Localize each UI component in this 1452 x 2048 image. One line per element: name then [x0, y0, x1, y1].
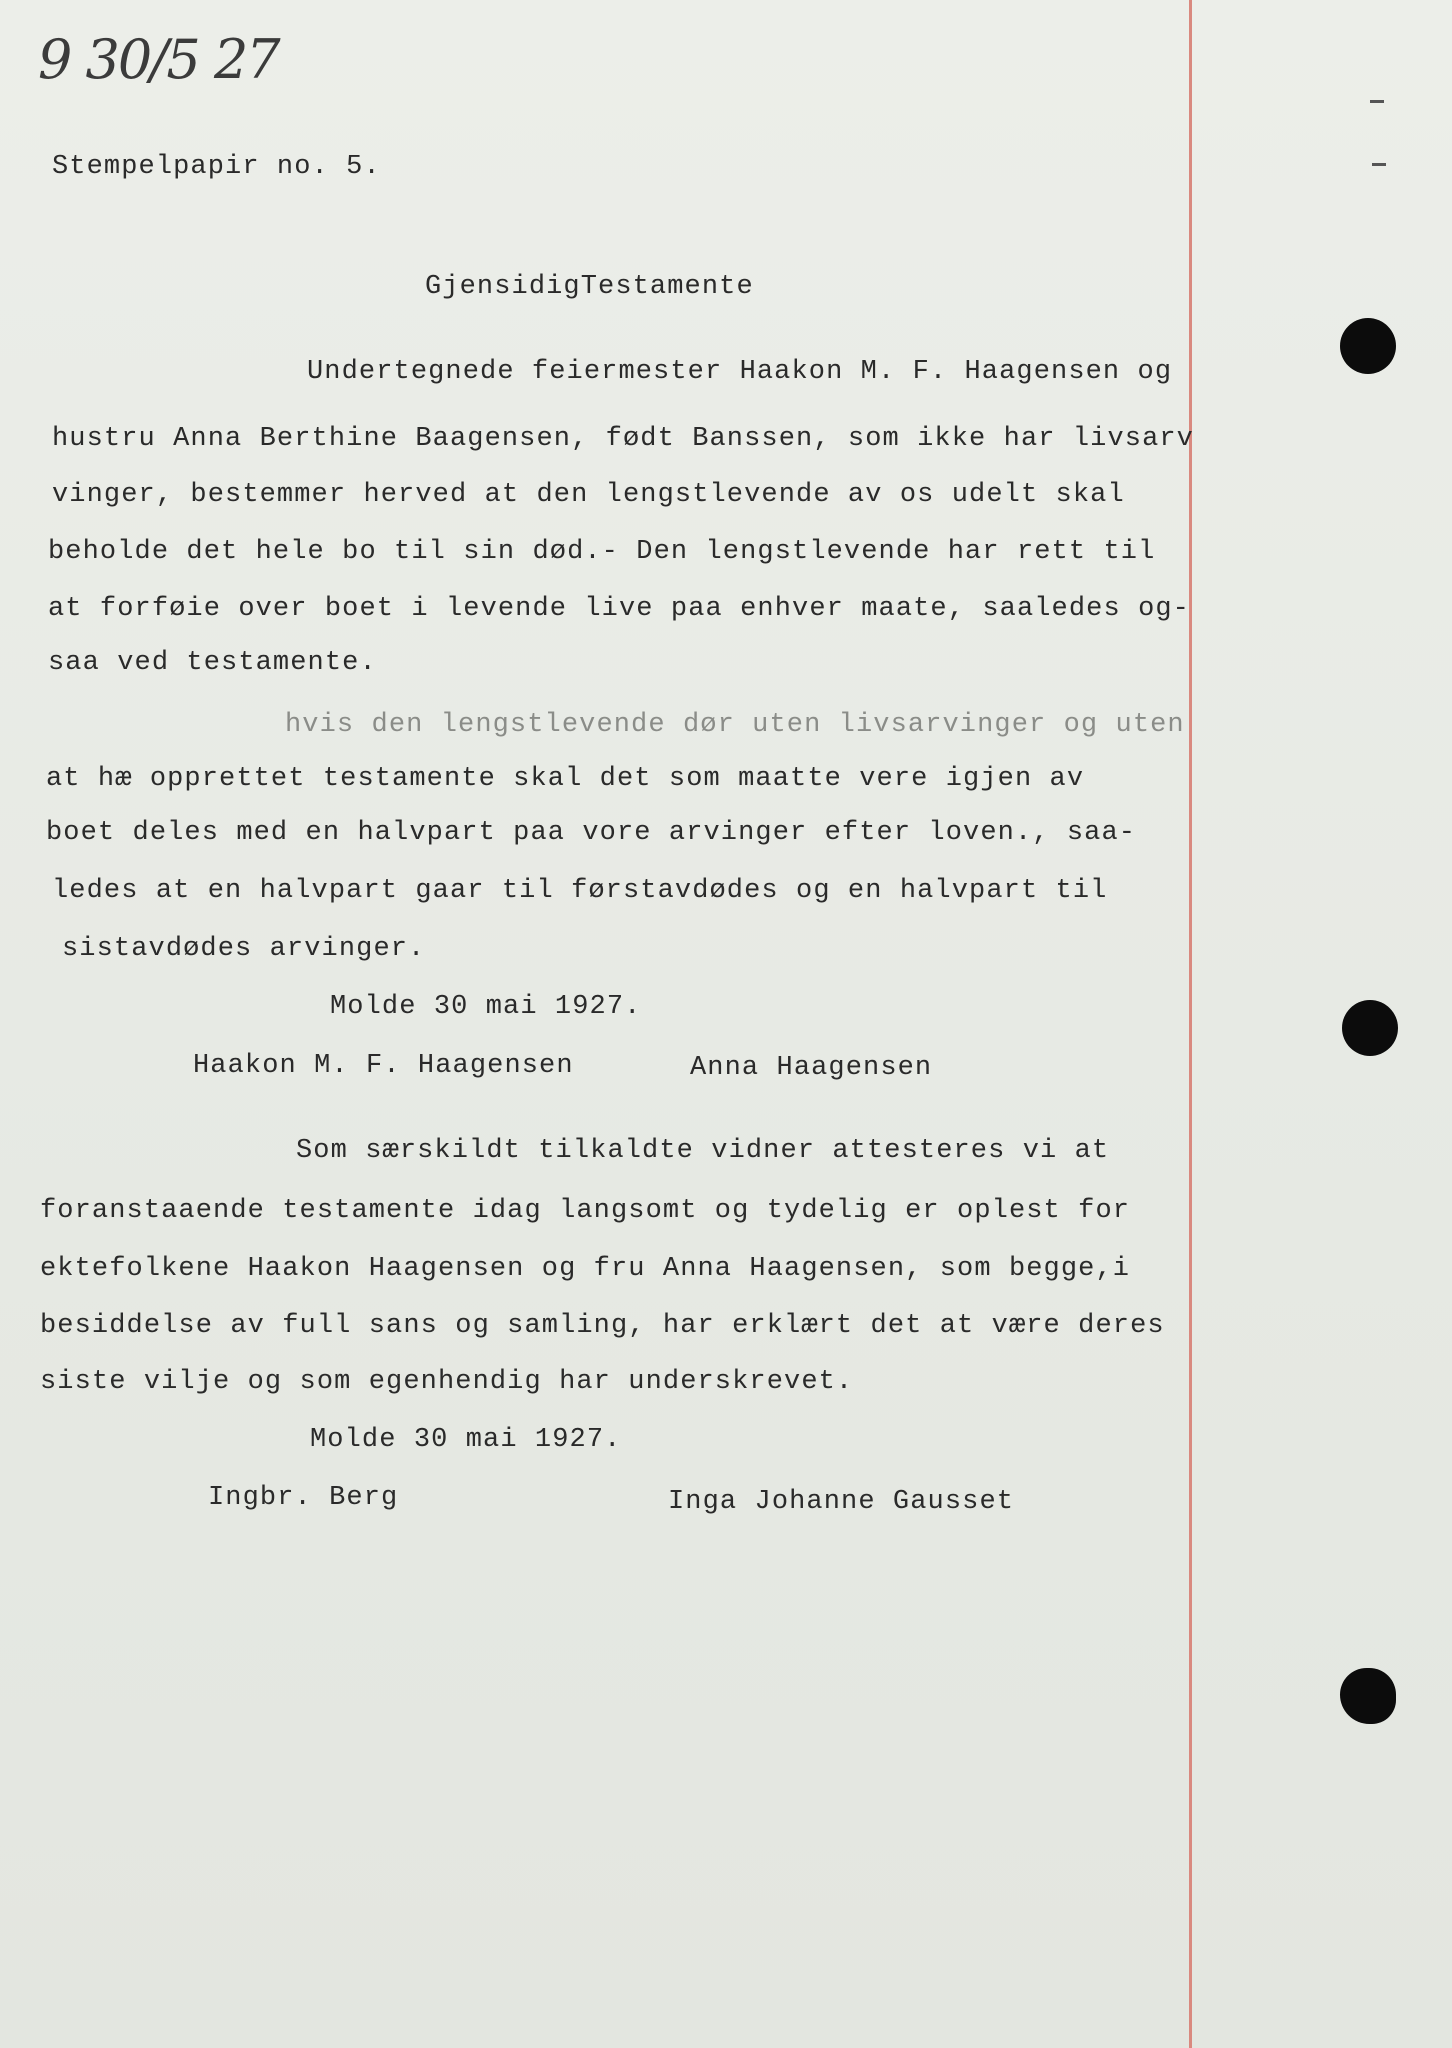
edge-mark [1372, 163, 1386, 166]
paragraph1-line: saa ved testamente. [48, 648, 377, 678]
place-date-2: Molde 30 mai 1927. [310, 1425, 622, 1455]
document-title: GjensidigTestamente [425, 272, 754, 302]
paragraph2-line: ledes at en halvpart gaar til førstavdødes og en halvpart til [52, 876, 1108, 906]
paragraph2-line: hvis den lengstlevende dør uten livsarvinger og uten [285, 710, 1185, 740]
paragraph3-line: foranstaaende testamente idag langsomt og tydelig er oplest for [40, 1196, 1131, 1226]
signature-haakon: Haakon M. F. Haagensen [193, 1051, 574, 1081]
paragraph2-line: sistavdødes arvinger. [62, 934, 426, 964]
signature-anna: Anna Haagensen [690, 1053, 933, 1083]
paragraph2-line: boet deles med en halvpart paa vore arvinger efter loven., saa- [46, 818, 1137, 848]
paragraph3-line: Som særskildt tilkaldte vidner attesteres vi at [296, 1136, 1110, 1166]
signature-ingbr-berg: Ingbr. Berg [208, 1483, 399, 1513]
paragraph3-line: siste vilje og som egenhendig har underskrevet. [40, 1367, 854, 1397]
red-margin-line [1189, 0, 1192, 2048]
handwritten-note: 9 30/5 27 [38, 28, 279, 91]
paragraph1-line: hustru Anna Berthine Baagensen, født Banssen, som ikke har livsarv [52, 424, 1194, 454]
paragraph1-line: beholde det hele bo til sin død.- Den lengstlevende har rett til [48, 537, 1156, 567]
place-date-1: Molde 30 mai 1927. [330, 992, 642, 1022]
punch-hole [1340, 318, 1396, 374]
paragraph1-line: Undertegnede feiermester Haakon M. F. Haagensen og [307, 357, 1173, 387]
header-stamp-paper: Stempelpapir no. 5. [52, 152, 381, 182]
paragraph3-line: besiddelse av full sans og samling, har erklært det at være deres [40, 1311, 1165, 1341]
punch-hole [1340, 1668, 1396, 1724]
signature-inga-johanne: Inga Johanne Gausset [668, 1487, 1015, 1517]
paragraph2-line: at hæ opprettet testamente skal det som maatte vere igjen av [46, 764, 1085, 794]
paragraph1-line: at forføie over boet i levende live paa enhver maate, saaledes og- [48, 594, 1190, 624]
edge-mark [1370, 100, 1384, 103]
paragraph1-line: vinger, bestemmer herved at den lengstlevende av os udelt skal [52, 480, 1125, 510]
paragraph3-line: ektefolkene Haakon Haagensen og fru Anna Haagensen, som begge,i [40, 1254, 1131, 1284]
punch-hole [1342, 1000, 1398, 1056]
